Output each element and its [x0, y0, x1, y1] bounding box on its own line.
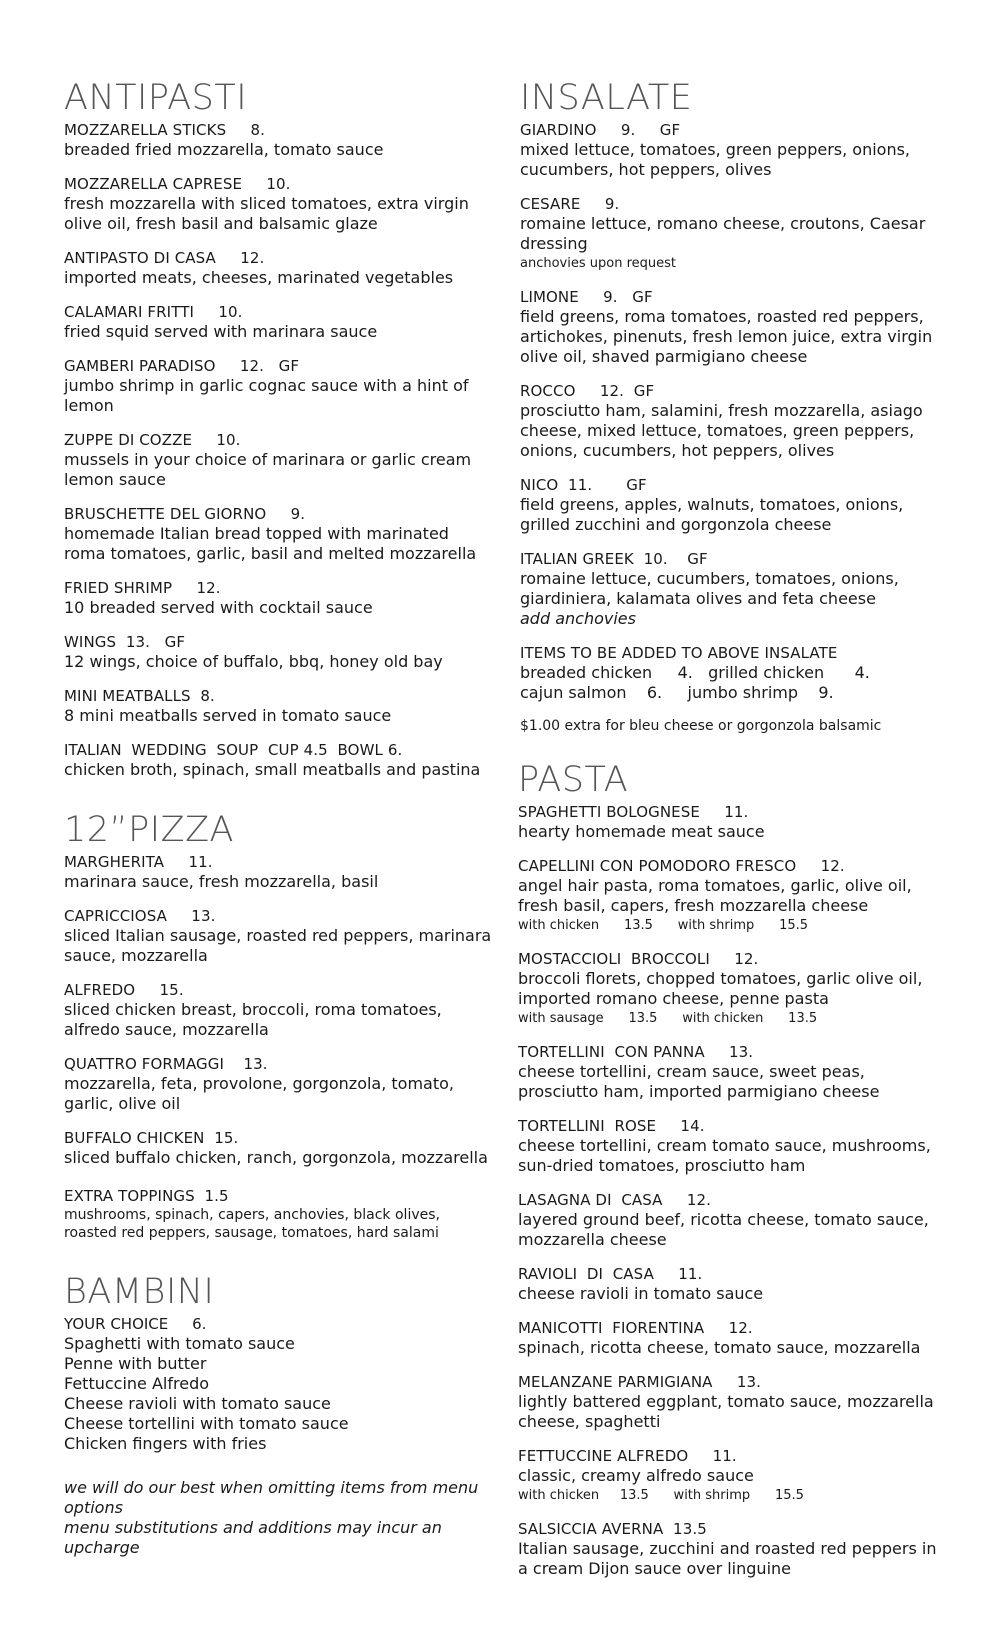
- menu-item-name: GIARDINO 9. GF: [520, 121, 681, 139]
- menu-item: [64, 1054, 494, 1114]
- menu-item-description: 10 breaded served with cocktail sauce: [64, 598, 373, 617]
- menu-item-note: with chicken 13.5 with shrimp 15.5: [518, 1488, 804, 1503]
- menu-item-note: with sausage 13.5 with chicken 13.5: [518, 1011, 818, 1026]
- menu-item: [520, 475, 940, 535]
- antipasti-title: ANTIPASTI: [64, 78, 248, 118]
- additions-line-2: cajun salmon 6. jumbo shrimp 9.: [520, 683, 834, 702]
- menu-item-description: 8 mini meatballs served in tomato sauce: [64, 706, 392, 725]
- bambini-option: Cheese tortellini with tomato sauce: [64, 1414, 349, 1433]
- menu-item: [64, 578, 494, 618]
- menu-item-description: cheese tortellini, cream sauce, sweet peas, prosciutto ham, imported parmigiano cheese: [518, 1062, 880, 1101]
- menu-item-name: LASAGNA DI CASA 12.: [518, 1191, 712, 1209]
- menu-item-description: Italian sausage, zucchini and roasted red peppers in a cream Dijon sauce over linguine: [518, 1539, 937, 1578]
- menu-item-note: with chicken 13.5 with shrimp 15.5: [518, 918, 809, 933]
- menu-item-name: BUFFALO CHICKEN 15.: [64, 1129, 239, 1147]
- menu-item-description: chicken broth, spinach, small meatballs and pastina: [64, 760, 481, 779]
- menu-item: [64, 356, 494, 416]
- bambini-option: Cheese ravioli with tomato sauce: [64, 1394, 331, 1413]
- menu-item: [520, 381, 940, 461]
- menu-item-name: MINI MEATBALLS 8.: [64, 687, 215, 705]
- menu-item: [518, 1446, 940, 1505]
- menu-item-name: QUATTRO FORMAGGI 13.: [64, 1055, 268, 1073]
- menu-item: [64, 120, 494, 160]
- menu-item: [64, 980, 494, 1040]
- note-substitutions: menu substitutions and additions may incur an upcharge: [64, 1518, 442, 1557]
- menu-item: [518, 1116, 940, 1176]
- menu-item-description: cheese ravioli in tomato sauce: [518, 1284, 764, 1303]
- additions-line-1: breaded chicken 4. grilled chicken 4.: [520, 663, 870, 682]
- pasta-column: [518, 760, 940, 1593]
- menu-item-description: mussels in your choice of marinara or garlic cream lemon sauce: [64, 450, 472, 489]
- right-column: [520, 78, 940, 735]
- menu-item-name: ZUPPE DI COZZE 10.: [64, 431, 241, 449]
- menu-item-description: lightly battered eggplant, tomato sauce, mozzarella cheese, spaghetti: [518, 1392, 934, 1431]
- menu-item-name: SALSICCIA AVERNA 13.5: [518, 1520, 707, 1538]
- bambini-title: BAMBINI: [64, 1272, 215, 1312]
- bambini-option: Fettuccine Alfredo: [64, 1374, 210, 1393]
- menu-item: [520, 287, 940, 367]
- menu-item-name: ITALIAN WEDDING SOUP CUP 4.5 BOWL 6.: [64, 741, 403, 759]
- bambini-option: Penne with butter: [64, 1354, 207, 1373]
- menu-item: [64, 248, 494, 288]
- menu-item: [520, 194, 940, 273]
- insalate-title: INSALATE: [520, 78, 693, 118]
- menu-item: [518, 1042, 940, 1102]
- menu-item-name: CALAMARI FRITTI 10.: [64, 303, 243, 321]
- menu-item-description: homemade Italian bread topped with marinated roma tomatoes, garlic, basil and melted mozzarella: [64, 524, 477, 563]
- menu-item-description: prosciutto ham, salamini, fresh mozzarella, asiago cheese, mixed lettuce, tomatoes, green peppers, onions, cucumbers, hot peppers, olives: [520, 401, 923, 460]
- menu-item-name: CESARE 9.: [520, 195, 620, 213]
- menu-item: [520, 120, 940, 180]
- menu-item: [64, 174, 494, 234]
- menu-item-name: ALFREDO 15.: [64, 981, 184, 999]
- menu-item-addon: add anchovies: [520, 609, 636, 628]
- menu-item: [64, 504, 494, 564]
- menu-item: [518, 1519, 940, 1579]
- menu-item-description: mozzarella, feta, provolone, gorgonzola, tomato, garlic, olive oil: [64, 1074, 454, 1113]
- menu-item-name: MARGHERITA 11.: [64, 853, 213, 871]
- menu-item-description: classic, creamy alfredo sauce: [518, 1466, 754, 1485]
- menu-item-description: field greens, apples, walnuts, tomatoes, onions, grilled zucchini and gorgonzola cheese: [520, 495, 904, 534]
- menu-item: [518, 1318, 940, 1358]
- menu-item: [64, 740, 494, 780]
- menu-item-name: MELANZANE PARMIGIANA 13.: [518, 1373, 762, 1391]
- pizza-title: 12”PIZZA: [64, 810, 234, 850]
- menu-item: [518, 1372, 940, 1432]
- menu-item: [64, 302, 494, 342]
- menu-item-description: romaine lettuce, romano cheese, croutons, Caesar dressing: [520, 214, 926, 253]
- insalate-extra: $1.00 extra for bleu cheese or gorgonzola balsamic: [520, 718, 882, 734]
- menu-item-description: sliced buffalo chicken, ranch, gorgonzola, mozzarella: [64, 1148, 488, 1167]
- menu-item-name: GAMBERI PARADISO 12. GF: [64, 357, 300, 375]
- pasta-title: PASTA: [518, 760, 629, 800]
- menu-item-name: LIMONE 9. GF: [520, 288, 653, 306]
- menu-item: [518, 1190, 940, 1250]
- left-column: [64, 78, 494, 1558]
- menu-item-description: spinach, ricotta cheese, tomato sauce, mozzarella: [518, 1338, 921, 1357]
- menu-item-name: MOSTACCIOLI BROCCOLI 12.: [518, 950, 759, 968]
- extra-toppings-name: EXTRA TOPPINGS 1.5: [64, 1187, 229, 1205]
- menu-item-name: ITALIAN GREEK 10. GF: [520, 550, 708, 568]
- menu-item-name: TORTELLINI ROSE 14.: [518, 1117, 705, 1135]
- menu-item-name: NICO 11. GF: [520, 476, 647, 494]
- menu-item-name: MOZZARELLA STICKS 8.: [64, 121, 266, 139]
- menu-item: [518, 856, 940, 935]
- menu-item: [64, 852, 494, 892]
- menu-item: [518, 802, 940, 842]
- menu-item-description: fried squid served with marinara sauce: [64, 322, 378, 341]
- menu-item: [64, 686, 494, 726]
- menu-item-description: 12 wings, choice of buffalo, bbq, honey old bay: [64, 652, 443, 671]
- extra-toppings-desc: mushrooms, spinach, capers, anchovies, black olives, roasted red peppers, sausage, tomatoes, hard salami: [64, 1207, 440, 1241]
- menu-item-name: CAPELLINI CON POMODORO FRESCO 12.: [518, 857, 845, 875]
- menu-item-description: hearty homemade meat sauce: [518, 822, 765, 841]
- antipasti-list: [64, 120, 494, 780]
- menu-item-description: fresh mozzarella with sliced tomatoes, extra virgin olive oil, fresh basil and balsamic glaze: [64, 194, 469, 233]
- bambini-list: [64, 1334, 494, 1454]
- menu-item-name: CAPRICCIOSA 13.: [64, 907, 216, 925]
- menu-item-description: cheese tortellini, cream tomato sauce, mushrooms, sun-dried tomatoes, prosciutto ham: [518, 1136, 931, 1175]
- menu-item-description: jumbo shrimp in garlic cognac sauce with a hint of lemon: [64, 376, 469, 415]
- menu-item-description: mixed lettuce, tomatoes, green peppers, onions, cucumbers, hot peppers, olives: [520, 140, 911, 179]
- menu-item-name: FRIED SHRIMP 12.: [64, 579, 221, 597]
- menu-item-name: SPAGHETTI BOLOGNESE 11.: [518, 803, 749, 821]
- menu-item: [64, 632, 494, 672]
- menu-item-description: imported meats, cheeses, marinated vegetables: [64, 268, 454, 287]
- menu-item-name: RAVIOLI DI CASA 11.: [518, 1265, 703, 1283]
- menu-item-name: FETTUCCINE ALFREDO 11.: [518, 1447, 737, 1465]
- menu-item-name: TORTELLINI CON PANNA 13.: [518, 1043, 754, 1061]
- bambini-option: Chicken fingers with fries: [64, 1434, 267, 1453]
- pizza-list: [64, 852, 494, 1168]
- bambini-option: Spaghetti with tomato sauce: [64, 1334, 295, 1353]
- menu-item: [64, 430, 494, 490]
- menu-item-description: broccoli florets, chopped tomatoes, garlic olive oil, imported romano cheese, penne pasta: [518, 969, 923, 1008]
- menu-item: [520, 549, 940, 629]
- menu-item-name: MANICOTTI FIORENTINA 12.: [518, 1319, 753, 1337]
- menu-item-name: ROCCO 12. GF: [520, 382, 655, 400]
- menu-item-description: sliced Italian sausage, roasted red peppers, marinara sauce, mozzarella: [64, 926, 492, 965]
- insalate-additions: [520, 643, 940, 703]
- menu-item-description: marinara sauce, fresh mozzarella, basil: [64, 872, 379, 891]
- menu-item-name: BRUSCHETTE DEL GIORNO 9.: [64, 505, 306, 523]
- menu-item-name: WINGS 13. GF: [64, 633, 186, 651]
- menu-item-description: breaded fried mozzarella, tomato sauce: [64, 140, 384, 159]
- insalate-list: [520, 120, 940, 629]
- menu-item: [518, 949, 940, 1028]
- menu-item-note: anchovies upon request: [520, 256, 676, 271]
- additions-title: ITEMS TO BE ADDED TO ABOVE INSALATE: [520, 644, 838, 662]
- bambini-choice: YOUR CHOICE 6.: [64, 1315, 207, 1333]
- menu-item: [64, 906, 494, 966]
- extra-toppings: [64, 1186, 494, 1242]
- menu-item: [518, 1264, 940, 1304]
- menu-item-description: sliced chicken breast, broccoli, roma tomatoes, alfredo sauce, mozzarella: [64, 1000, 442, 1039]
- menu-item-name: ANTIPASTO DI CASA 12.: [64, 249, 265, 267]
- menu-item-name: MOZZARELLA CAPRESE 10.: [64, 175, 291, 193]
- menu-item-description: field greens, roma tomatoes, roasted red peppers, artichokes, pinenuts, fresh lemon juice, extra virgin olive oil, shaved parmigiano cheese: [520, 307, 933, 366]
- menu-item: [64, 1128, 494, 1168]
- menu-item-description: romaine lettuce, cucumbers, tomatoes, onions, giardiniera, kalamata olives and feta cheese: [520, 569, 899, 608]
- menu-item-description: angel hair pasta, roma tomatoes, garlic, olive oil, fresh basil, capers, fresh mozzarella cheese: [518, 876, 912, 915]
- pasta-list: [518, 802, 940, 1579]
- note-omitting: we will do our best when omitting items from menu options: [64, 1478, 479, 1517]
- menu-item-description: layered ground beef, ricotta cheese, tomato sauce, mozzarella cheese: [518, 1210, 929, 1249]
- bambini-notes: [64, 1478, 494, 1558]
